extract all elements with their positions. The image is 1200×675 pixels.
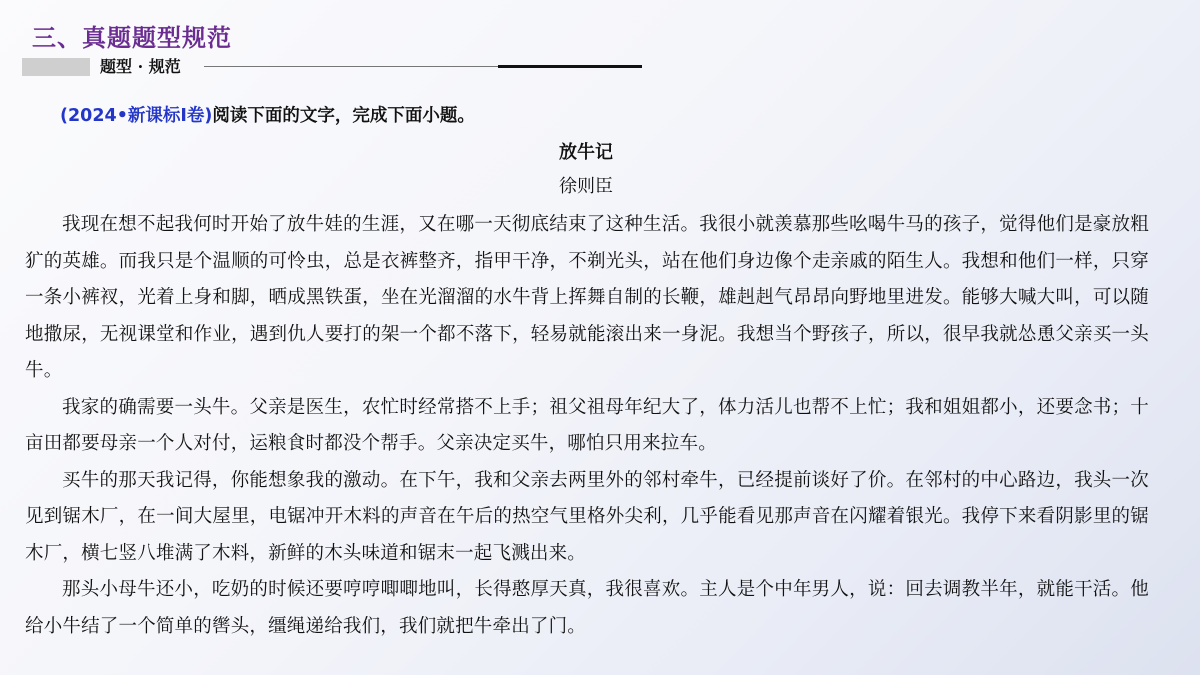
- section-subtitle-bar: [22, 57, 642, 77]
- slide-title: 三、真题题型规范: [32, 24, 232, 52]
- decorative-gray-block: [22, 58, 90, 76]
- article-paragraph: 那头小母牛还小，吃奶的时候还要哼哼唧唧地叫，长得憨厚天真，我很喜欢。主人是个中年男人，说：回去调教半年，就能干活。他给小牛结了一个简单的辔头，缰绳递给我们，我们就把牛牵出了门。: [25, 579, 1149, 637]
- article-paragraph: 我现在想不起我何时开始了放牛娃的生涯，又在哪一天彻底结束了这种生活。我很小就羡慕那些吆喝牛马的孩子，觉得他们是豪放粗犷的英雄。而我只是个温顺的可怜虫，总是衣裤整齐，指甲干净，不剃光头，站在他们身边像个走亲戚的陌生人。我想和他们一样，只穿一条小裤衩，光着上身和脚，晒成黑铁蛋，坐在光溜溜的水牛背上挥舞自制的长鞭，雄赳赳气昂昂向野地里进发。能够大喊大叫，可以随地撒尿，无视课堂和作业，遇到仇人要打的架一个都不落下，轻易就能滚出来一身泥。我想当个野孩子，所以，很早我就怂恿父亲买一头牛。: [25, 214, 1149, 381]
- section-subtitle: 题型 · 规范: [100, 57, 181, 76]
- divider-thick-line: [498, 65, 642, 68]
- question-instruction: 阅读下面的文字，完成下面小题。: [212, 106, 475, 126]
- question-source: (2024•新课标Ⅰ卷): [60, 106, 213, 126]
- article-paragraph: 我家的确需要一头牛。父亲是医生，农忙时经常搭不上手；祖父祖母年纪大了，体力活儿也帮不上忙；我和姐姐都小，还要念书；十亩田都要母亲一个人对付，运粮食时都没个帮手。父亲决定买牛，哪怕只用来拉车。: [25, 396, 1149, 454]
- article-body: [25, 207, 1149, 645]
- article-author: 徐则臣: [559, 176, 613, 197]
- article-title: 放牛记: [559, 142, 613, 163]
- question-prompt: [60, 102, 475, 130]
- article-paragraph: 买牛的那天我记得，你能想象我的激动。在下午，我和父亲去两里外的邻村牵牛，已经提前谈好了价。在邻村的中心路边，我头一次见到锯木厂，在一间大屋里，电锯冲开木料的声音在午后的热空气里格外尖利，几乎能看见那声音在闪耀着银光。我停下来看阴影里的锯木厂，横七竖八堆满了木料，新鲜的木头味道和锯末一起飞溅出来。: [25, 469, 1149, 564]
